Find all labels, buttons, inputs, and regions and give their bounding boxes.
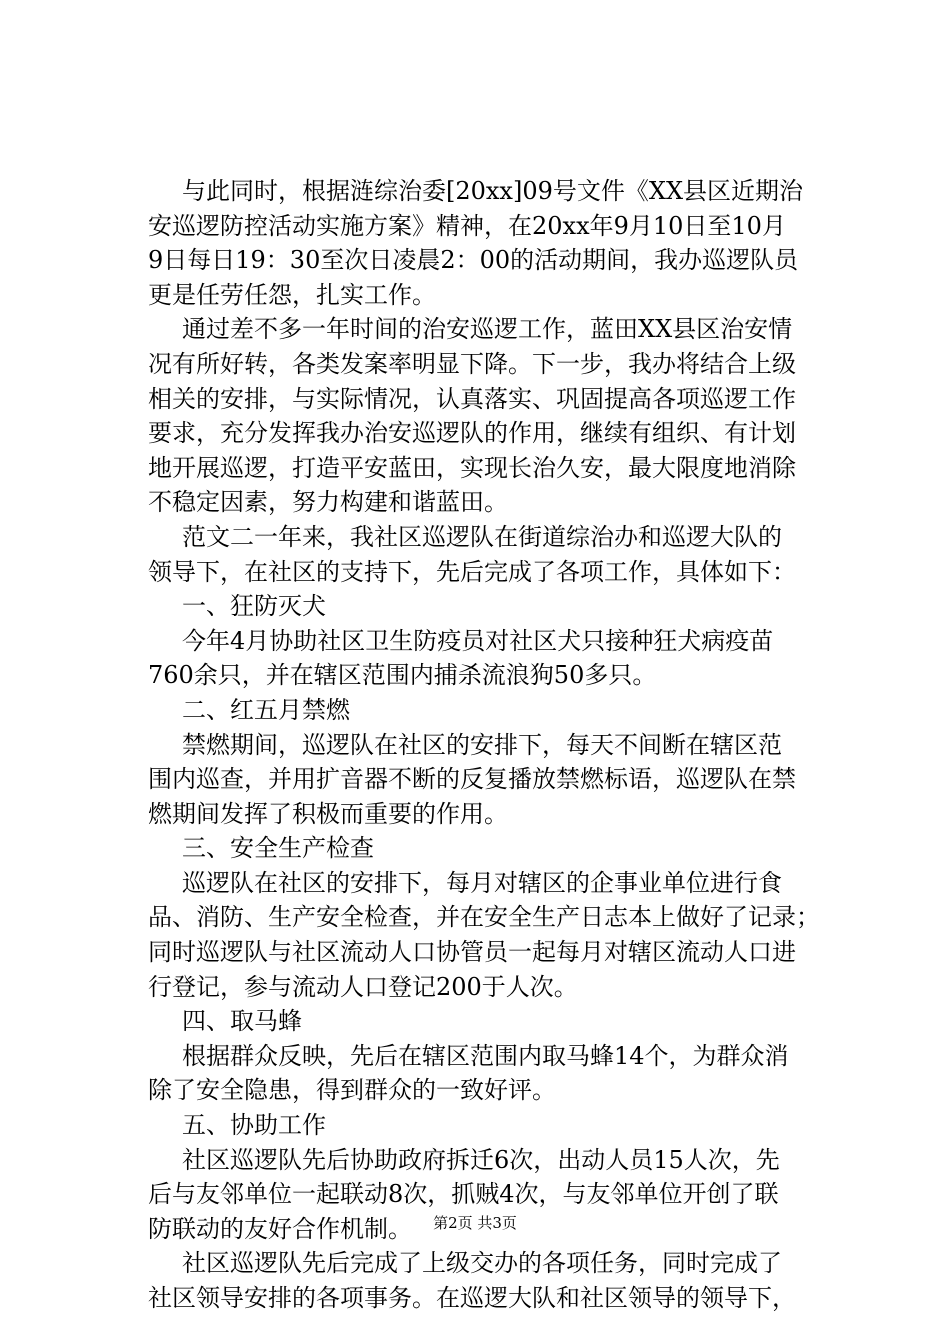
text-line: 安巡逻防控活动实施方案》精神，在20xx年9月10日至10月 — [148, 211, 786, 240]
text-line: 行登记，参与流动人口登记200于人次。 — [148, 972, 578, 1001]
text-line: 围内巡查，并用扩音器不断的反复播放禁燃标语，巡逻队在禁 — [148, 765, 796, 794]
text-line: 五、协助工作 — [182, 1111, 326, 1140]
page-footer: 第2页 共3页 — [433, 1214, 517, 1232]
text-line: 9日每日19：30至次日凌晨2：00的活动期间，我办巡逻队员 — [148, 246, 799, 275]
text-line: 社区领导安排的各项事务。在巡逻大队和社区领导的领导下， — [148, 1284, 796, 1312]
document-body — [148, 174, 838, 1316]
text-line: 通过差不多一年时间的治安巡逻工作，蓝田XX县区治安情 — [182, 315, 793, 344]
text-line: 品、消防、生产安全检查，并在安全生产日志本上做好了记录； — [148, 903, 820, 932]
text-line: 三、安全生产检查 — [182, 834, 374, 863]
text-line: 760余只，并在辖区范围内捕杀流浪狗50多只。 — [148, 661, 657, 690]
text-line: 社区巡逻队先后协助政府拆迁6次，出动人员15人次，先 — [182, 1145, 780, 1174]
text-line: 一、狂防灭犬 — [182, 592, 326, 621]
text-line: 除了安全隐患，得到群众的一致好评。 — [148, 1076, 556, 1105]
text-line: 二、红五月禁燃 — [182, 695, 350, 724]
text-line: 同时巡逻队与社区流动人口协管员一起每月对辖区流动人口进 — [148, 938, 796, 967]
text-line: 四、取马蜂 — [182, 1007, 302, 1036]
text-line: 更是任劳任怨，扎实工作。 — [148, 280, 436, 309]
text-line: 根据群众反映，先后在辖区范围内取马蜂14个，为群众消 — [182, 1041, 789, 1070]
text-line: 地开展巡逻，打造平安蓝田，实现长治久安，最大限度地消除 — [148, 453, 796, 482]
text-line: 况有所好转，各类发案率明显下降。下一步，我办将结合上级 — [148, 349, 796, 378]
text-line: 范文二一年来，我社区巡逻队在街道综治办和巡逻大队的 — [182, 522, 782, 551]
text-line: 防联动的友好合作机制。 — [148, 1214, 412, 1243]
text-line: 今年4月协助社区卫生防疫员对社区犬只接种狂犬病疫苗 — [182, 626, 774, 655]
text-line: 禁燃期间，巡逻队在社区的安排下，每天不间断在辖区范 — [182, 730, 782, 759]
text-line: 相关的安排，与实际情况，认真落实、巩固提高各项巡逻工作 — [148, 384, 796, 413]
text-line: 后与友邻单位一起联动8次，抓贼4次，与友邻单位开创了联 — [148, 1180, 779, 1209]
text-line: 社区巡逻队先后完成了上级交办的各项任务，同时完成了 — [182, 1249, 782, 1278]
text-line: 不稳定因素，努力构建和谐蓝田。 — [148, 488, 508, 517]
text-line: 巡逻队在社区的安排下，每月对辖区的企事业单位进行食 — [182, 868, 782, 897]
text-line: 与此同时，根据涟综治委[20xx]09号文件《XX县区近期治 — [182, 177, 804, 205]
text-line: 要求，充分发挥我办治安巡逻队的作用，继续有组织、有计划 — [148, 419, 796, 448]
text-line: 领导下，在社区的支持下，先后完成了各项工作，具体如下： — [148, 557, 796, 586]
text-line: 燃期间发挥了积极而重要的作用。 — [148, 799, 508, 828]
